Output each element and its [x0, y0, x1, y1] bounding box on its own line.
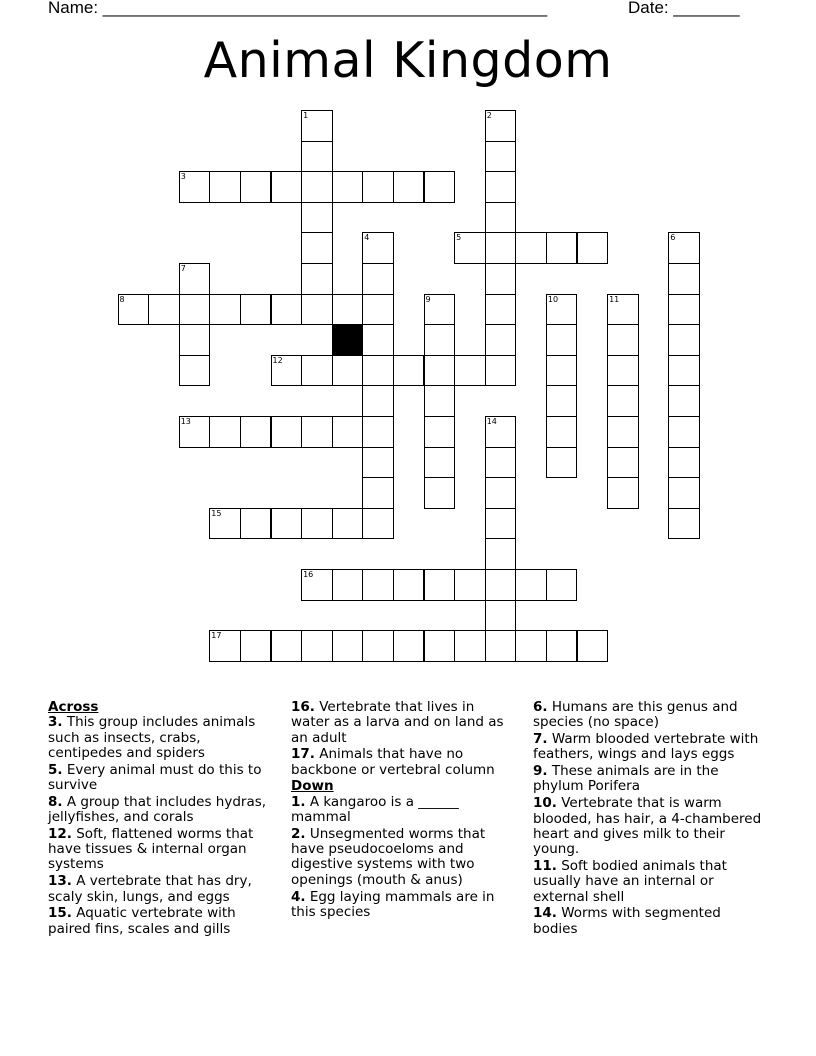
crossword-cell[interactable]: [332, 294, 364, 326]
clue-across-8: 8. A group that includes hydras, jellyfishes, and corals: [48, 793, 267, 826]
crossword-cell[interactable]: [362, 630, 394, 662]
crossword-cell[interactable]: [393, 355, 425, 387]
crossword-cell[interactable]: [485, 110, 517, 142]
crossword-cell[interactable]: [301, 294, 333, 326]
crossword-cell[interactable]: [209, 294, 241, 326]
crossword-cell[interactable]: [577, 232, 609, 264]
crossword-cell[interactable]: [546, 324, 578, 356]
cell-number: 5: [456, 233, 462, 243]
cell-number: 10: [547, 294, 559, 304]
crossword-cell[interactable]: [424, 385, 456, 417]
crossword-cell[interactable]: [424, 355, 456, 387]
crossword-cell[interactable]: [362, 569, 394, 601]
down-heading: Down: [291, 778, 334, 795]
crossword-cell[interactable]: [485, 202, 517, 234]
clue-down-10: 10. Vertebrate that is warm blooded, has hair, a 4-chambered heart and gives milk to their young.: [533, 795, 762, 858]
crossword-cell[interactable]: [118, 294, 150, 326]
crossword-cell[interactable]: [209, 416, 241, 448]
crossword-cell[interactable]: [607, 324, 639, 356]
crossword-cell[interactable]: [271, 508, 303, 540]
name-field-label: Name: _______________________________________________: [48, 0, 548, 17]
crossword-cell[interactable]: [485, 171, 517, 203]
crossword-cell[interactable]: [362, 385, 394, 417]
crossword-cell[interactable]: [301, 263, 333, 295]
crossword-cell[interactable]: [271, 416, 303, 448]
crossword-cell[interactable]: [668, 324, 700, 356]
crossword-cell[interactable]: [546, 569, 578, 601]
crossword-cell[interactable]: [485, 630, 517, 662]
crossword-cell[interactable]: [240, 508, 272, 540]
crossword-cell[interactable]: [362, 416, 394, 448]
crossword-cell[interactable]: [668, 447, 700, 479]
clue-column-3: [533, 700, 768, 938]
crossword-cell[interactable]: [301, 416, 333, 448]
crossword-cell[interactable]: [301, 141, 333, 173]
cell-number: 7: [180, 264, 186, 273]
crossword-cell[interactable]: [393, 630, 425, 662]
crossword-cell[interactable]: [515, 232, 547, 264]
crossword-cell[interactable]: [332, 508, 364, 540]
crossword-cell[interactable]: [209, 171, 241, 203]
crossword-cell[interactable]: [301, 508, 333, 540]
crossword-cell[interactable]: [454, 630, 486, 662]
cell-number: 6: [670, 233, 676, 243]
cell-number: 15: [211, 508, 222, 518]
cell-number: 16: [303, 570, 314, 579]
date-field-label: Date: _______: [628, 0, 740, 17]
crossword-cell[interactable]: [668, 385, 700, 417]
crossword-cell[interactable]: [240, 171, 272, 203]
crossword-cell[interactable]: [424, 294, 456, 326]
crossword-cell[interactable]: [485, 508, 517, 540]
cell-number: 3: [180, 172, 186, 182]
clue-down-1: 1. A kangaroo is a ______ mammal: [291, 793, 459, 826]
crossword-cell[interactable]: [515, 569, 547, 601]
crossword-cell[interactable]: [607, 355, 639, 387]
crossword-cell[interactable]: [424, 416, 456, 448]
cell-number: 12: [272, 355, 283, 365]
crossword-cell[interactable]: [301, 110, 333, 142]
crossword-cell[interactable]: [301, 630, 333, 662]
clue-down-11: 11. Soft bodied animals that usually have an internal or external shell: [533, 857, 727, 905]
cell-number: 1: [303, 111, 309, 120]
crossword-cell[interactable]: [485, 294, 517, 326]
crossword-cell[interactable]: [424, 569, 456, 601]
cell-number: 13: [180, 417, 191, 426]
crossword-cell[interactable]: [179, 324, 211, 356]
crossword-cell[interactable]: [424, 477, 456, 509]
crossword-cell[interactable]: [485, 141, 517, 173]
crossword-cell[interactable]: [179, 263, 211, 295]
crossword-cell[interactable]: [301, 569, 333, 601]
crossword-cell[interactable]: [332, 630, 364, 662]
crossword-cell[interactable]: [179, 294, 211, 326]
crossword-cell[interactable]: [424, 630, 456, 662]
crossword-cell[interactable]: [485, 600, 517, 632]
crossword-cell[interactable]: [485, 355, 517, 387]
crossword-cell[interactable]: [424, 447, 456, 479]
crossword-cell[interactable]: [546, 232, 578, 264]
crossword-cell[interactable]: [668, 232, 700, 264]
crossword-cell[interactable]: [485, 263, 517, 295]
crossword-cell[interactable]: [454, 355, 486, 387]
crossword-cell[interactable]: [362, 171, 394, 203]
clue-across-17: 17. Animals that have no backbone or vertebral column: [291, 746, 495, 778]
clue-column-2: [291, 700, 516, 922]
crossword-cell[interactable]: [668, 355, 700, 387]
crossword-cell[interactable]: [393, 569, 425, 601]
crossword-cell[interactable]: [485, 232, 517, 264]
crossword-cell[interactable]: [362, 294, 394, 326]
crossword-cell[interactable]: [271, 171, 303, 203]
crossword-cell[interactable]: [179, 171, 211, 203]
crossword-cell[interactable]: [332, 416, 364, 448]
crossword-cell[interactable]: [485, 416, 517, 448]
crossword-cell[interactable]: [362, 324, 394, 356]
clue-across-13: 13. A vertebrate that has dry, scaly skin, lungs, and eggs: [48, 873, 252, 905]
clue-down-4: 4. Egg laying mammals are in this species: [291, 888, 495, 920]
cell-number: 2: [486, 111, 492, 120]
cell-number: 4: [364, 233, 370, 243]
crossword-cell[interactable]: [393, 171, 425, 203]
crossword-cell[interactable]: [209, 630, 241, 662]
clue-across-12: 12. Soft, flattened worms that have tissues & internal organ systems: [48, 825, 254, 873]
crossword-cell[interactable]: [607, 385, 639, 417]
across-heading: Across: [48, 699, 99, 715]
crossword-cell[interactable]: [546, 416, 578, 448]
crossword-cell[interactable]: [546, 385, 578, 417]
crossword-cell[interactable]: [240, 630, 272, 662]
crossword-cell[interactable]: [209, 508, 241, 540]
crossword-cell[interactable]: [362, 263, 394, 295]
cell-number: 8: [119, 294, 125, 304]
crossword-cell[interactable]: [546, 447, 578, 479]
crossword-cell[interactable]: [362, 508, 394, 540]
crossword-cell[interactable]: [668, 263, 700, 295]
clue-down-14: 14. Worms with segmented bodies: [533, 905, 721, 937]
crossword-cell[interactable]: [301, 171, 333, 203]
cell-number: 11: [609, 294, 620, 304]
crossword-cell[interactable]: [546, 630, 578, 662]
crossword-cell[interactable]: [577, 630, 609, 662]
crossword-cell[interactable]: [485, 538, 517, 570]
crossword-cell[interactable]: [668, 294, 700, 326]
crossword-cell[interactable]: [607, 477, 639, 509]
crossword-cell[interactable]: [332, 569, 364, 601]
crossword-cell[interactable]: [240, 416, 272, 448]
crossword-cell[interactable]: [240, 294, 272, 326]
crossword-cell[interactable]: [301, 232, 333, 264]
crossword-cell[interactable]: [546, 294, 578, 326]
crossword-cell[interactable]: [362, 447, 394, 479]
crossword-cell[interactable]: [362, 355, 394, 387]
clue-column-1: [48, 700, 273, 938]
crossword-cell[interactable]: [424, 324, 456, 356]
clue-across-15: 15. Aquatic vertebrate with paired fins, scales and gills: [48, 905, 236, 937]
crossword-cell[interactable]: [515, 630, 547, 662]
crossword-cell[interactable]: [148, 294, 180, 326]
cell-number: 17: [211, 631, 222, 641]
crossword-cell[interactable]: [485, 569, 517, 601]
crossword-cell[interactable]: [607, 416, 639, 448]
crossword-cell[interactable]: [362, 232, 394, 264]
crossword-cell[interactable]: [271, 630, 303, 662]
cell-number: 14: [486, 417, 497, 426]
clue-across-3: 3. This group includes animals such as insects, crabs, centipedes and spiders: [48, 714, 256, 761]
clue-across-16: 16. Vertebrate that lives in water as a larva and on land as an adult: [291, 699, 504, 746]
crossword-cell[interactable]: [668, 416, 700, 448]
crossword-cell[interactable]: [668, 508, 700, 540]
crossword-cell[interactable]: [454, 569, 486, 601]
page-title: Animal Kingdom: [203, 32, 613, 89]
crossword-block: [332, 324, 364, 356]
clue-down-9: 9. These animals are in the phylum Porifera: [533, 763, 719, 795]
crossword-cell[interactable]: [607, 294, 639, 326]
crossword-cell[interactable]: [271, 355, 303, 387]
crossword-cell[interactable]: [179, 416, 211, 448]
cell-number: 9: [425, 294, 431, 304]
crossword-cell[interactable]: [362, 477, 394, 509]
crossword-cell[interactable]: [485, 324, 517, 356]
crossword-cell[interactable]: [301, 202, 333, 234]
crossword-cell[interactable]: [485, 477, 517, 509]
crossword-cell[interactable]: [332, 355, 364, 387]
crossword-cell[interactable]: [332, 171, 364, 203]
clue-down-7: 7. Warm blooded vertebrate with feathers, wings and lays eggs: [533, 731, 759, 763]
crossword-cell[interactable]: [607, 447, 639, 479]
crossword-cell[interactable]: [271, 294, 303, 326]
crossword-cell[interactable]: [668, 477, 700, 509]
clue-down-6: 6. Humans are this genus and species (no space): [533, 699, 738, 731]
crossword-cell[interactable]: [424, 171, 456, 203]
crossword-cell[interactable]: [179, 355, 211, 387]
crossword-cell[interactable]: [454, 232, 486, 264]
clue-across-5: 5. Every animal must do this to survive: [48, 761, 262, 793]
clue-down-2: 2. Unsegmented worms that have pseudocoeloms and digestive systems with two openings (mouth & anus): [291, 825, 486, 888]
crossword-cell[interactable]: [485, 447, 517, 479]
crossword-cell[interactable]: [546, 355, 578, 387]
crossword-cell[interactable]: [301, 355, 333, 387]
